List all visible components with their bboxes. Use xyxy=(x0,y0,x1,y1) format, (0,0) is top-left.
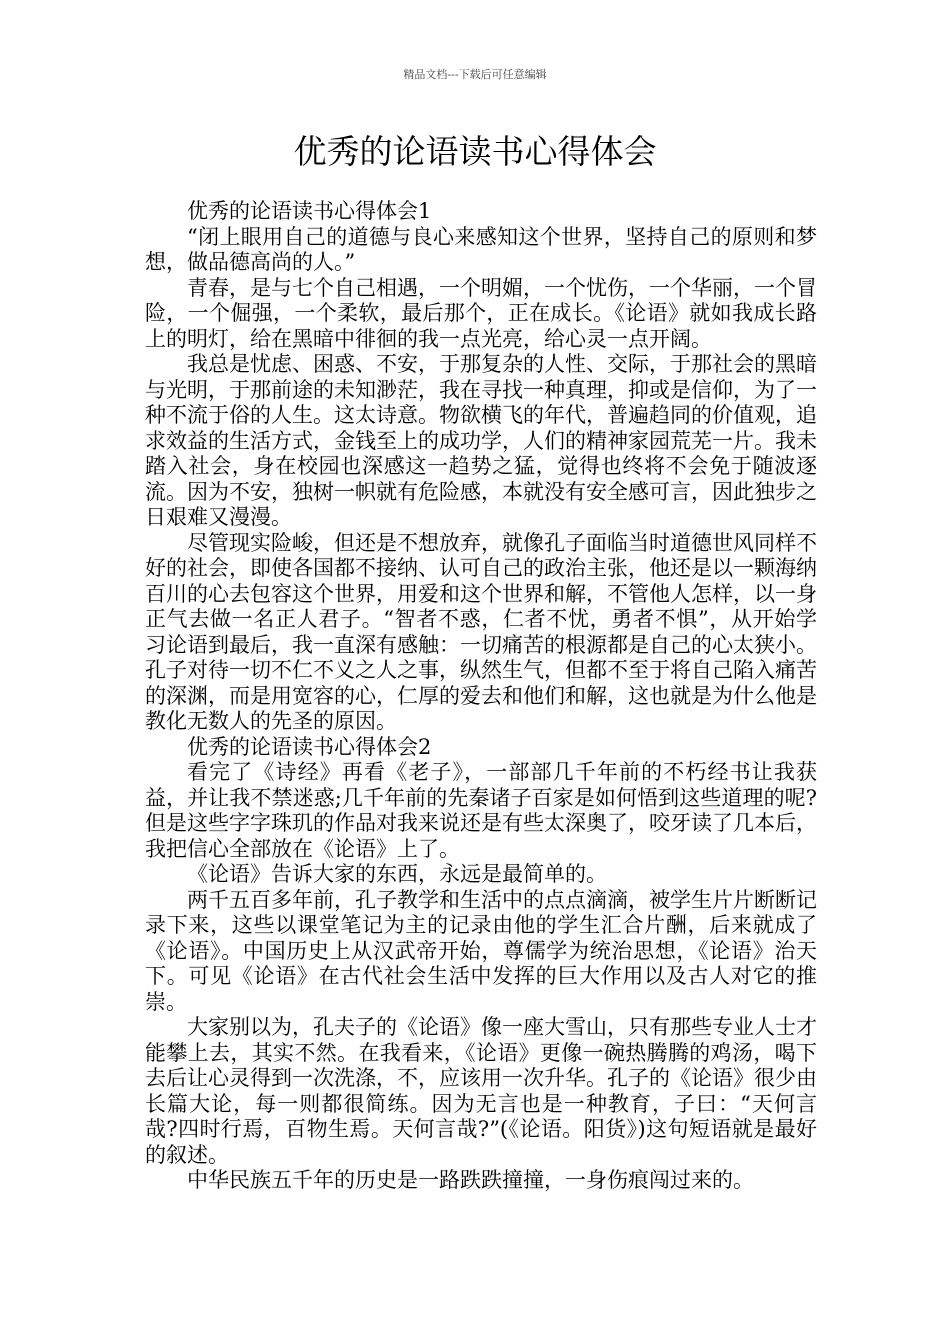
section-heading-1: 优秀的论语读书心得体会1 xyxy=(187,199,432,223)
body-paragraph: 我总是忧虑、困惑、不安，于那复杂的人性、交际，于那社会的黑暗与光明，于那前途的未知渺茫，我在寻找一种真理，抑或是信仰，为了一种不流于俗的人生。这太诗意。物欲横飞的年代，普遍趋同的价值观，追求效益的生活方式，金钱至上的成功学，人们的精神家园荒芜一片。我未踏入社会，身在校园也深感这一趋势之猛，觉得也终将不会免于随波逐流。因为不安，独树一帜就有危险感，本就没有安全感可言，因此独步之日艰难又漫漫。 xyxy=(145,352,817,529)
section-heading-2: 优秀的论语读书心得体会2 xyxy=(187,734,432,759)
page-header: 精品文档---下载后可任意编辑 xyxy=(403,68,547,81)
body-paragraph: 看完了《诗经》再看《老子》，一部部几千年前的不朽经书让我获益，并让我不禁迷惑;几千年前的先秦诸子百家是如何悟到这些道理的呢?但是这些字字珠玑的作品对我来说还是有些太深奥了，咬牙读了几本后，我把信心全部放在《论语》上了。 xyxy=(145,760,817,861)
body-paragraph: 青春，是与七个自己相遇，一个明媚，一个忧伤，一个华丽，一个冒险，一个倔强，一个柔软，最后那个，正在成长。《论语》就如我成长路上的明灯，给在黑暗中徘徊的我一点光亮，给心灵一点开阔。 xyxy=(145,275,817,351)
document-body xyxy=(145,199,817,1194)
body-paragraph: 大家别以为，孔夫子的《论语》像一座大雪山，只有那些专业人士才能攀上去，其实不然。在我看来，《论语》更像一碗热腾腾的鸡汤，喝下去后让心灵得到一次洗涤，不，应该用一次升华。孔子的《论语》很少由长篇大论，每一则都很简练。因为无言也是一种教育，子曰：“天何言哉?四时行焉，百物生焉。天何言哉?”(《论语。阳货》)这句短语就是最好的叙述。 xyxy=(145,1015,817,1167)
body-paragraph: 《论语》告诉大家的东西，永远是最简单的。 xyxy=(187,862,607,886)
quote-paragraph: “闭上眼用自己的道德与良心来感知这个世界，坚持自己的原则和梦想，做品德高尚的人。” xyxy=(145,224,817,274)
page-title: 优秀的论语读书心得体会 xyxy=(293,132,657,171)
body-paragraph: 中华民族五千年的历史是一路跌跌撞撞，一身伤痕闯过来的。 xyxy=(187,1168,754,1192)
body-paragraph: 尽管现实险峻，但还是不想放弃，就像孔子面临当时道德世风同样不好的社会，即使各国都不接纳、认可自己的政治主张，他还是以一颗海纳百川的心去包容这个世界，用爱和这个世界和解，不管他人怎样，以一身正气去做一名正人君子。“智者不惑，仁者不忧，勇者不惧”，从开始学习论语到最后，我一直深有感触：一切痛苦的根源都是自己的心太狭小。孔子对待一切不仁不义之人之事，纵然生气，但都不至于将自己陷入痛苦的深渊，而是用宽容的心，仁厚的爱去和他们和解，这也就是为什么他是教化无数人的先圣的原因。 xyxy=(145,530,817,733)
body-paragraph: 两千五百多年前，孔子教学和生活中的点点滴滴，被学生片片断断记录下来，这些以课堂笔记为主的记录由他的学生汇合片酬，后来就成了《论语》。中国历史上从汉武帝开始，尊儒学为统治思想，《论语》治天下。可见《论语》在古代社会生活中发挥的巨大作用以及古人对它的推崇。 xyxy=(145,887,817,1014)
